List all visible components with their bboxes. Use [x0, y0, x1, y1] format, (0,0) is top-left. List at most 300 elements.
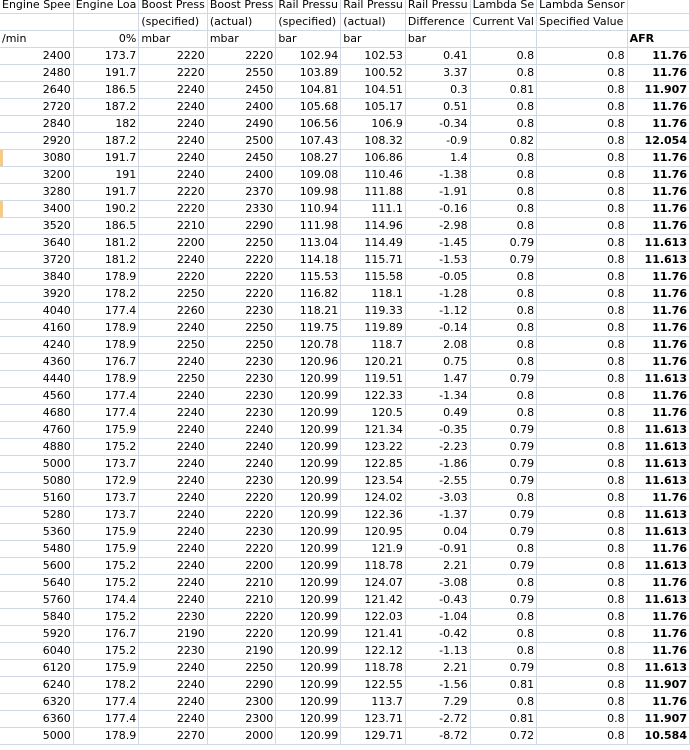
cell[interactable]: 5000 [0, 728, 73, 745]
cell[interactable]: 11.76 [627, 609, 689, 626]
cell[interactable]: -2.72 [405, 711, 470, 728]
cell[interactable]: 2400 [0, 48, 73, 65]
cell[interactable]: 0.8 [537, 48, 628, 65]
cell[interactable]: 181.2 [73, 235, 139, 252]
cell[interactable]: 2230 [207, 524, 276, 541]
cell[interactable]: 0.8 [537, 473, 628, 490]
cell[interactable]: Specified Value [537, 14, 628, 31]
cell[interactable]: 2240 [139, 660, 208, 677]
cell[interactable]: 3.37 [405, 65, 470, 82]
cell[interactable]: 104.81 [276, 82, 341, 99]
cell[interactable]: 173.7 [73, 48, 139, 65]
cell[interactable]: 2.21 [405, 660, 470, 677]
cell[interactable]: 122.36 [341, 507, 406, 524]
cell[interactable]: 11.613 [627, 558, 689, 575]
cell[interactable]: 115.53 [276, 269, 341, 286]
cell[interactable]: 3720 [0, 252, 73, 269]
cell[interactable] [470, 31, 537, 48]
cell[interactable]: 120.99 [276, 388, 341, 405]
cell[interactable]: 0.8 [470, 490, 537, 507]
cell[interactable]: 0.8 [537, 303, 628, 320]
cell[interactable]: 173.7 [73, 490, 139, 507]
cell[interactable]: 2220 [207, 626, 276, 643]
cell[interactable]: 120.99 [276, 541, 341, 558]
cell[interactable]: bar [405, 31, 470, 48]
cell[interactable]: 102.53 [341, 48, 406, 65]
cell[interactable]: 4240 [0, 337, 73, 354]
cell[interactable]: 0.75 [405, 354, 470, 371]
cell[interactable]: 5760 [0, 592, 73, 609]
cell[interactable]: 109.08 [276, 167, 341, 184]
cell[interactable]: 3640 [0, 235, 73, 252]
cell[interactable]: 11.76 [627, 541, 689, 558]
cell[interactable]: 129.71 [341, 728, 406, 745]
cell[interactable]: 4160 [0, 320, 73, 337]
cell[interactable]: 11.613 [627, 524, 689, 541]
cell[interactable]: 175.2 [73, 439, 139, 456]
cell[interactable]: 0.8 [470, 694, 537, 711]
cell[interactable]: 178.9 [73, 728, 139, 745]
cell[interactable]: -8.72 [405, 728, 470, 745]
cell[interactable]: 122.55 [341, 677, 406, 694]
cell[interactable]: -2.55 [405, 473, 470, 490]
cell[interactable]: 177.4 [73, 405, 139, 422]
cell[interactable]: -3.03 [405, 490, 470, 507]
cell[interactable]: 124.02 [341, 490, 406, 507]
cell[interactable]: 0.8 [537, 439, 628, 456]
cell[interactable]: 2240 [139, 711, 208, 728]
cell[interactable]: 3200 [0, 167, 73, 184]
cell[interactable]: 191.7 [73, 184, 139, 201]
cell[interactable]: 1.4 [405, 150, 470, 167]
cell[interactable]: mbar [207, 31, 276, 48]
cell[interactable]: 2250 [207, 235, 276, 252]
cell[interactable]: 120.99 [276, 371, 341, 388]
cell[interactable]: 11.613 [627, 252, 689, 269]
cell[interactable]: 0.79 [470, 524, 537, 541]
cell[interactable]: 11.76 [627, 65, 689, 82]
cell[interactable]: 0.8 [470, 643, 537, 660]
cell[interactable]: 2240 [139, 133, 208, 150]
cell[interactable]: 115.58 [341, 269, 406, 286]
cell[interactable]: 0.8 [470, 541, 537, 558]
cell[interactable]: 3280 [0, 184, 73, 201]
cell[interactable]: 105.68 [276, 99, 341, 116]
cell[interactable] [73, 14, 139, 31]
cell[interactable]: 121.41 [341, 626, 406, 643]
cell[interactable]: 120.99 [276, 643, 341, 660]
cell[interactable]: 120.5 [341, 405, 406, 422]
cell[interactable]: 173.7 [73, 507, 139, 524]
cell[interactable]: 175.9 [73, 660, 139, 677]
cell[interactable]: -0.9 [405, 133, 470, 150]
cell[interactable]: 178.2 [73, 286, 139, 303]
cell[interactable]: 0.8 [470, 609, 537, 626]
cell[interactable]: 120.99 [276, 694, 341, 711]
cell[interactable]: 106.86 [341, 150, 406, 167]
cell[interactable]: 175.9 [73, 524, 139, 541]
cell[interactable]: 0.8 [470, 269, 537, 286]
cell[interactable]: 2720 [0, 99, 73, 116]
cell[interactable]: 120.99 [276, 592, 341, 609]
cell[interactable]: 2290 [207, 218, 276, 235]
cell[interactable]: 2220 [139, 65, 208, 82]
cell[interactable]: 11.76 [627, 354, 689, 371]
cell[interactable]: 0.8 [537, 371, 628, 388]
cell[interactable]: 2240 [139, 82, 208, 99]
cell[interactable]: 175.2 [73, 609, 139, 626]
cell[interactable]: 5360 [0, 524, 73, 541]
cell[interactable]: 11.613 [627, 507, 689, 524]
cell[interactable]: 0.79 [470, 252, 537, 269]
cell[interactable]: 0.49 [405, 405, 470, 422]
cell[interactable]: 0.8 [537, 609, 628, 626]
cell[interactable]: 177.4 [73, 711, 139, 728]
cell[interactable]: 120.99 [276, 507, 341, 524]
cell[interactable]: 2450 [207, 82, 276, 99]
cell[interactable]: 0.81 [470, 677, 537, 694]
cell[interactable]: 11.76 [627, 184, 689, 201]
cell[interactable]: 103.89 [276, 65, 341, 82]
cell[interactable]: 2220 [207, 609, 276, 626]
cell[interactable]: 0.8 [537, 184, 628, 201]
cell[interactable]: 0.79 [470, 371, 537, 388]
cell[interactable]: 120.99 [276, 575, 341, 592]
cell[interactable]: 2240 [139, 575, 208, 592]
cell[interactable]: -0.43 [405, 592, 470, 609]
cell[interactable]: 110.94 [276, 201, 341, 218]
cell[interactable]: 174.4 [73, 592, 139, 609]
cell[interactable]: 4880 [0, 439, 73, 456]
cell[interactable]: 2210 [207, 575, 276, 592]
cell[interactable]: 11.613 [627, 660, 689, 677]
cell[interactable]: 11.76 [627, 320, 689, 337]
cell[interactable]: 121.34 [341, 422, 406, 439]
cell[interactable]: 175.9 [73, 541, 139, 558]
cell[interactable]: 191.7 [73, 65, 139, 82]
cell[interactable]: 0.8 [537, 728, 628, 745]
cell[interactable]: 2250 [139, 286, 208, 303]
cell[interactable]: 2210 [207, 592, 276, 609]
cell[interactable]: 120.99 [276, 473, 341, 490]
cell[interactable]: (specified) [139, 14, 208, 31]
cell[interactable]: 2250 [139, 337, 208, 354]
cell[interactable]: -1.34 [405, 388, 470, 405]
cell[interactable]: 0.8 [537, 575, 628, 592]
cell[interactable]: -1.37 [405, 507, 470, 524]
cell[interactable]: -2.23 [405, 439, 470, 456]
cell[interactable]: 2240 [139, 541, 208, 558]
cell[interactable]: 11.76 [627, 99, 689, 116]
cell[interactable]: 190.2 [73, 201, 139, 218]
cell[interactable]: 178.9 [73, 320, 139, 337]
cell[interactable]: (specified) [276, 14, 341, 31]
cell[interactable]: 2230 [207, 405, 276, 422]
cell[interactable]: 0.8 [537, 541, 628, 558]
cell[interactable]: 11.907 [627, 711, 689, 728]
cell[interactable]: 5160 [0, 490, 73, 507]
cell[interactable]: -1.12 [405, 303, 470, 320]
cell[interactable]: 2220 [207, 490, 276, 507]
cell[interactable]: 175.2 [73, 575, 139, 592]
cell[interactable]: bar [276, 31, 341, 48]
cell[interactable]: 120.99 [276, 677, 341, 694]
cell[interactable]: -0.35 [405, 422, 470, 439]
cell[interactable]: 119.89 [341, 320, 406, 337]
cell[interactable]: 11.613 [627, 422, 689, 439]
cell[interactable]: 11.76 [627, 201, 689, 218]
cell[interactable]: 0.8 [470, 218, 537, 235]
cell[interactable]: 0.8 [537, 660, 628, 677]
cell[interactable]: 121.9 [341, 541, 406, 558]
cell[interactable]: 2400 [207, 167, 276, 184]
cell[interactable]: 0.8 [470, 184, 537, 201]
cell[interactable]: 2.08 [405, 337, 470, 354]
cell[interactable]: -2.98 [405, 218, 470, 235]
cell[interactable]: mbar [139, 31, 208, 48]
cell[interactable]: 3400 [0, 201, 73, 218]
cell[interactable]: 2240 [139, 320, 208, 337]
cell[interactable]: -0.05 [405, 269, 470, 286]
cell[interactable]: 0.79 [470, 235, 537, 252]
cell[interactable]: 2220 [207, 286, 276, 303]
cell[interactable]: 191 [73, 167, 139, 184]
cell[interactable]: (actual) [341, 14, 406, 31]
cell[interactable]: 2240 [139, 439, 208, 456]
cell[interactable]: 3520 [0, 218, 73, 235]
cell[interactable]: 124.07 [341, 575, 406, 592]
cell[interactable]: 119.51 [341, 371, 406, 388]
cell[interactable]: 0.8 [537, 337, 628, 354]
cell[interactable]: 11.76 [627, 626, 689, 643]
cell[interactable]: 2490 [207, 116, 276, 133]
cell[interactable]: -3.08 [405, 575, 470, 592]
cell[interactable]: 0.8 [470, 303, 537, 320]
cell[interactable]: 6040 [0, 643, 73, 660]
cell[interactable]: 11.613 [627, 371, 689, 388]
cell[interactable]: 175.9 [73, 422, 139, 439]
cell[interactable]: 118.78 [341, 558, 406, 575]
cell[interactable]: 0.8 [470, 201, 537, 218]
cell[interactable]: 0.81 [470, 82, 537, 99]
cell[interactable]: 178.9 [73, 337, 139, 354]
cell[interactable]: 2230 [207, 371, 276, 388]
cell[interactable]: 2200 [207, 558, 276, 575]
cell[interactable]: 106.9 [341, 116, 406, 133]
cell[interactable]: 0.8 [537, 286, 628, 303]
cell[interactable]: 120.99 [276, 405, 341, 422]
cell[interactable]: Rail Pressu [276, 0, 341, 14]
cell[interactable]: 0.72 [470, 728, 537, 745]
cell[interactable]: 0.8 [537, 99, 628, 116]
cell[interactable]: 0.79 [470, 473, 537, 490]
cell[interactable]: 2220 [207, 541, 276, 558]
cell[interactable]: 0.79 [470, 439, 537, 456]
cell[interactable]: 2230 [207, 354, 276, 371]
cell[interactable] [0, 14, 73, 31]
cell[interactable]: 111.1 [341, 201, 406, 218]
cell[interactable]: 172.9 [73, 473, 139, 490]
cell[interactable]: 2220 [207, 507, 276, 524]
cell[interactable]: 118.7 [341, 337, 406, 354]
cell[interactable]: 2300 [207, 694, 276, 711]
cell[interactable]: 0.8 [537, 252, 628, 269]
cell[interactable]: 181.2 [73, 252, 139, 269]
cell[interactable]: 2250 [207, 320, 276, 337]
cell[interactable]: 2500 [207, 133, 276, 150]
cell[interactable]: 0.8 [537, 677, 628, 694]
cell[interactable]: 109.98 [276, 184, 341, 201]
cell[interactable]: 2250 [207, 660, 276, 677]
cell[interactable]: 118.78 [341, 660, 406, 677]
cell[interactable]: 111.88 [341, 184, 406, 201]
cell[interactable]: -0.34 [405, 116, 470, 133]
cell[interactable]: 11.76 [627, 303, 689, 320]
cell[interactable]: /min [0, 31, 73, 48]
cell[interactable]: 0.8 [537, 558, 628, 575]
cell[interactable]: 123.71 [341, 711, 406, 728]
cell[interactable]: 2240 [207, 439, 276, 456]
cell[interactable]: 114.96 [341, 218, 406, 235]
cell[interactable]: 2250 [207, 337, 276, 354]
cell[interactable]: bar [341, 31, 406, 48]
cell[interactable]: 0.8 [470, 575, 537, 592]
cell[interactable]: 173.7 [73, 456, 139, 473]
cell[interactable]: 11.613 [627, 439, 689, 456]
cell[interactable]: 186.5 [73, 218, 139, 235]
cell[interactable]: 0.8 [470, 167, 537, 184]
cell[interactable]: -1.91 [405, 184, 470, 201]
cell[interactable]: 11.76 [627, 218, 689, 235]
cell[interactable]: 2240 [139, 405, 208, 422]
cell[interactable]: 0.51 [405, 99, 470, 116]
cell[interactable]: 106.56 [276, 116, 341, 133]
cell[interactable]: 120.99 [276, 609, 341, 626]
cell[interactable]: 113.7 [341, 694, 406, 711]
cell[interactable]: 5480 [0, 541, 73, 558]
cell[interactable]: 178.2 [73, 677, 139, 694]
cell[interactable]: 7.29 [405, 694, 470, 711]
cell[interactable]: 115.71 [341, 252, 406, 269]
cell[interactable]: 6120 [0, 660, 73, 677]
cell[interactable]: 2230 [207, 303, 276, 320]
cell[interactable]: 0.79 [470, 507, 537, 524]
cell[interactable]: 2190 [207, 643, 276, 660]
cell[interactable]: 2230 [139, 609, 208, 626]
cell[interactable]: Rail Pressu [341, 0, 406, 14]
cell[interactable]: 11.76 [627, 337, 689, 354]
cell[interactable]: -1.28 [405, 286, 470, 303]
cell[interactable]: 2240 [139, 524, 208, 541]
cell[interactable]: 11.76 [627, 116, 689, 133]
cell[interactable]: 0.8 [537, 269, 628, 286]
cell[interactable]: 2240 [139, 677, 208, 694]
cell[interactable]: 5280 [0, 507, 73, 524]
cell[interactable]: 0.8 [470, 388, 537, 405]
cell[interactable]: Boost Press [207, 0, 276, 14]
cell[interactable]: Current Val [470, 14, 537, 31]
cell[interactable]: 120.99 [276, 660, 341, 677]
cell[interactable]: 120.99 [276, 524, 341, 541]
cell[interactable]: 111.98 [276, 218, 341, 235]
cell[interactable]: 2370 [207, 184, 276, 201]
cell[interactable]: 100.52 [341, 65, 406, 82]
cell[interactable]: 119.75 [276, 320, 341, 337]
cell[interactable]: 11.76 [627, 286, 689, 303]
cell[interactable]: 0% [73, 31, 139, 48]
cell[interactable]: 1.47 [405, 371, 470, 388]
cell[interactable]: 2220 [139, 201, 208, 218]
cell[interactable]: 120.95 [341, 524, 406, 541]
cell[interactable]: 2220 [207, 48, 276, 65]
cell[interactable]: 182 [73, 116, 139, 133]
cell[interactable]: 2240 [139, 558, 208, 575]
cell[interactable]: -1.38 [405, 167, 470, 184]
cell[interactable]: 4760 [0, 422, 73, 439]
cell[interactable]: 2230 [207, 473, 276, 490]
cell[interactable]: 5600 [0, 558, 73, 575]
cell[interactable]: 0.8 [537, 626, 628, 643]
cell[interactable]: Engine Loa [73, 0, 139, 14]
cell[interactable] [537, 31, 628, 48]
cell[interactable]: 2220 [207, 269, 276, 286]
cell[interactable]: 11.76 [627, 575, 689, 592]
cell[interactable]: Lambda Se [470, 0, 537, 14]
cell[interactable]: 120.96 [276, 354, 341, 371]
cell[interactable]: 107.43 [276, 133, 341, 150]
cell[interactable]: 3840 [0, 269, 73, 286]
cell[interactable]: 11.76 [627, 388, 689, 405]
cell[interactable]: 2240 [139, 490, 208, 507]
cell[interactable]: 11.907 [627, 82, 689, 99]
cell[interactable]: 2220 [139, 269, 208, 286]
cell[interactable]: Engine Spee [0, 0, 73, 14]
cell[interactable]: 0.8 [537, 592, 628, 609]
cell[interactable]: 0.8 [470, 354, 537, 371]
cell[interactable]: 0.8 [470, 99, 537, 116]
cell[interactable]: 0.3 [405, 82, 470, 99]
cell[interactable]: -0.14 [405, 320, 470, 337]
cell[interactable]: -0.42 [405, 626, 470, 643]
cell[interactable]: 102.94 [276, 48, 341, 65]
cell[interactable]: 0.8 [537, 524, 628, 541]
cell[interactable]: 2230 [207, 388, 276, 405]
cell[interactable]: 2330 [207, 201, 276, 218]
cell[interactable]: 120.21 [341, 354, 406, 371]
cell[interactable]: 0.8 [470, 286, 537, 303]
cell[interactable]: 11.76 [627, 694, 689, 711]
cell[interactable]: 121.42 [341, 592, 406, 609]
cell[interactable]: 177.4 [73, 303, 139, 320]
cell[interactable]: 12.054 [627, 133, 689, 150]
cell[interactable]: 0.8 [470, 320, 537, 337]
cell[interactable]: 0.8 [537, 354, 628, 371]
cell[interactable]: 3920 [0, 286, 73, 303]
cell[interactable]: 11.76 [627, 269, 689, 286]
cell[interactable]: 0.8 [537, 490, 628, 507]
cell[interactable]: 2210 [139, 218, 208, 235]
cell[interactable]: -1.56 [405, 677, 470, 694]
cell[interactable]: 5640 [0, 575, 73, 592]
cell[interactable]: 4360 [0, 354, 73, 371]
cell[interactable]: 2250 [139, 371, 208, 388]
cell[interactable]: -0.16 [405, 201, 470, 218]
cell[interactable]: 0.8 [537, 116, 628, 133]
cell[interactable]: 0.8 [537, 150, 628, 167]
cell[interactable]: Rail Pressu [405, 0, 470, 14]
cell[interactable]: 105.17 [341, 99, 406, 116]
cell[interactable]: 2240 [139, 252, 208, 269]
